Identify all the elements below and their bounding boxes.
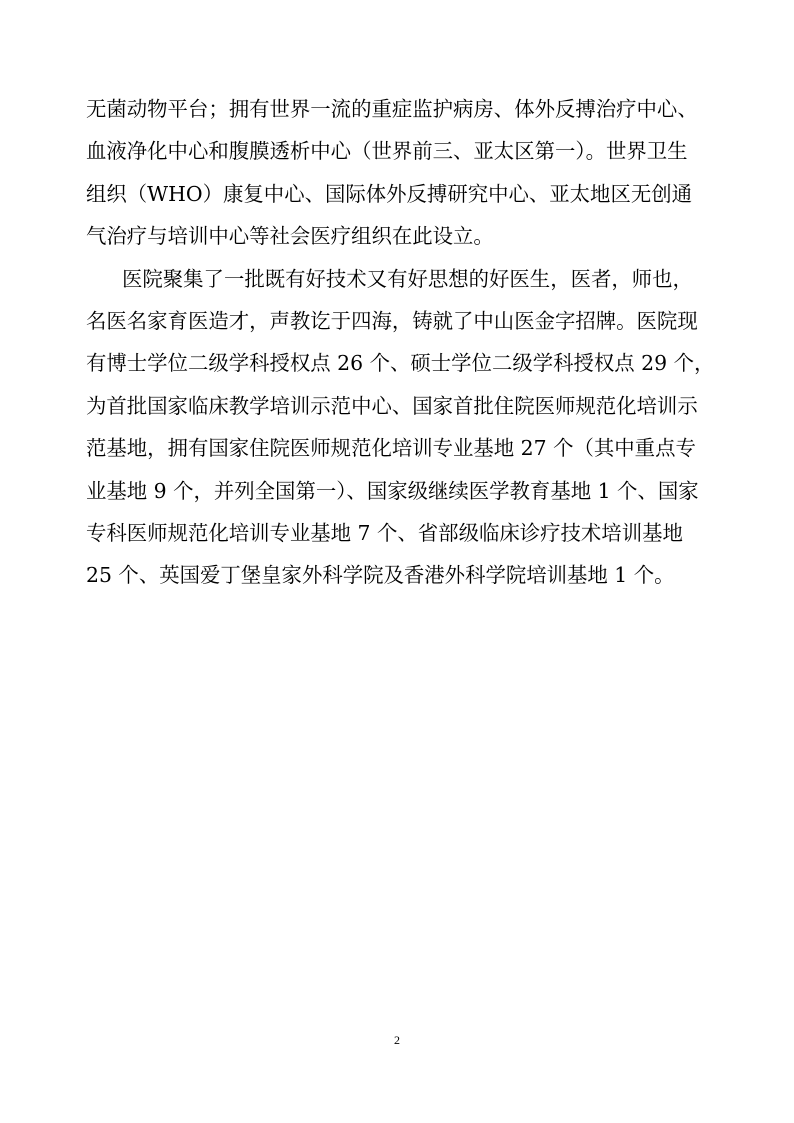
text-line: 有博士学位二级学科授权点 26 个、硕士学位二级学科授权点 29 个，: [86, 351, 715, 376]
text-line: 无菌动物平台；拥有世界一流的重症监护病房、体外反搏治疗中心、: [86, 97, 698, 121]
text-line: 业基地 9 个，并列全国第一）、国家级继续医学教育基地 1 个、国家: [86, 478, 699, 503]
page-number: 2: [394, 1033, 400, 1047]
text-line: 专科医师规范化培训专业基地 7 个、省部级临床诊疗技术培训基地: [86, 520, 683, 545]
text-line: 医院聚集了一批既有好技术又有好思想的好医生，医者，师也，: [122, 266, 693, 291]
body-text: [86, 88, 716, 597]
text-line: 气治疗与培训中心等社会医疗组织在此设立。: [86, 224, 494, 249]
text-line: 范基地，拥有国家住院医师规范化培训专业基地 27 个（其中重点专: [86, 436, 696, 461]
text-line: 组织（WHO）康复中心、国际体外反搏研究中心、亚太地区无创通: [86, 181, 693, 206]
text-line: 名医名家育医造才，声教讫于四海，铸就了中山医金字招牌。医院现: [86, 308, 698, 333]
text-line: 为首批国家临床教学培训示范中心、国家首批住院医师规范化培训示: [86, 393, 698, 418]
text-line: 血液净化中心和腹膜透析中心（世界前三、亚太区第一）。世界卫生: [86, 139, 688, 164]
text-line: 25 个、英国爱丁堡皇家外科学院及香港外科学院培训基地 1 个。: [86, 563, 675, 588]
